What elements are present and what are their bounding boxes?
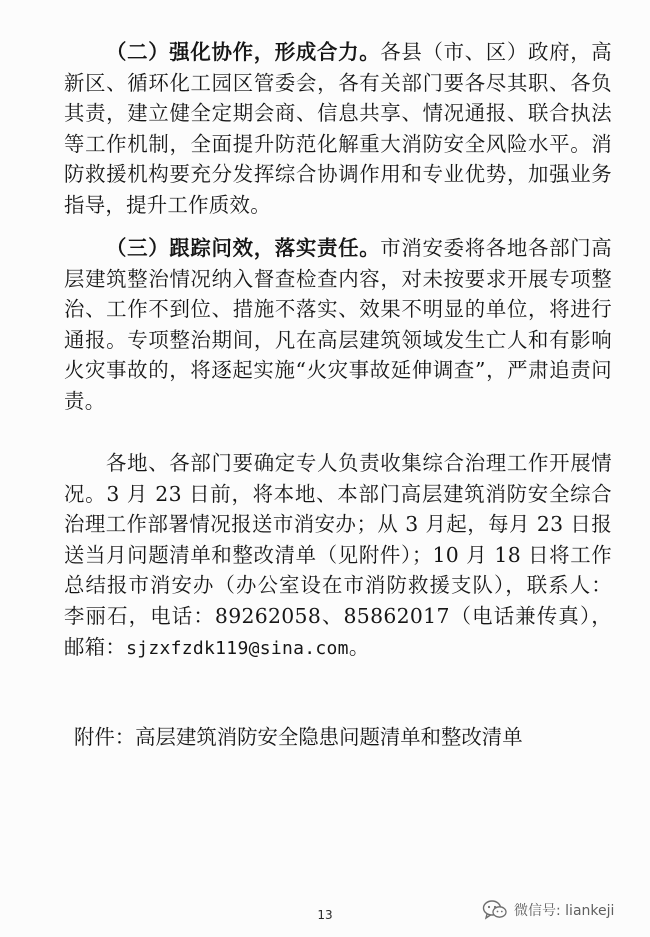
closing-paragraph: [64, 448, 612, 664]
contact-email: sjzxfzdk119@sina.com: [126, 637, 349, 659]
section-2-paragraph: [64, 37, 612, 221]
watermark-text: 微信号: liankeji: [514, 903, 615, 919]
wechat-watermark: [482, 899, 614, 921]
closing-end: 。: [348, 634, 370, 659]
section-2-heading: （二）强化协作，形成合力。: [106, 40, 381, 64]
wechat-icon: [482, 899, 508, 921]
closing-body: 各地、各部门要确定专人负责收集综合治理工作开展情况。3 月 23 日前，将本地、本部门高层建筑消防安全综合治理工作部署情况报送市消安办；从 3 月起，每月 23 日报送当月问题清单和整改清单（见附件）；10 月 18 日将工作总结报市消安办（办公室设在市消防救援支队），联系人：李丽石，电话：89262058、85862017（电话兼传真），邮箱：: [64, 451, 612, 659]
section-3-paragraph: [64, 233, 612, 417]
section-3-body: 市消安委将各地各部门高层建筑整治情况纳入督查检查内容，对未按要求开展专项整治、工作不到位、措施不落实、效果不明显的单位，将进行通报。专项整治期间，凡在高层建筑领域发生亡人和有影响火灾事故的，将逐起实施“火灾事故延伸调查”，严肃追责问责。: [64, 236, 612, 413]
section-2-body: 各县（市、区）政府，高新区、循环化工园区管委会，各有关部门要各尽其职、各负其责，建立健全定期会商、信息共享、情况通报、联合执法等工作机制，全面提升防范化解重大消防安全风险水平。消防救援机构要充分发挥综合协调作用和专业优势，加强业务指导，提升工作质效。: [64, 40, 612, 217]
section-3-heading: （三）跟踪问效，落实责任。: [106, 236, 381, 260]
page-number: 13: [317, 908, 333, 922]
attachment-line: 附件：高层建筑消防安全隐患问题清单和整改清单: [74, 725, 523, 749]
